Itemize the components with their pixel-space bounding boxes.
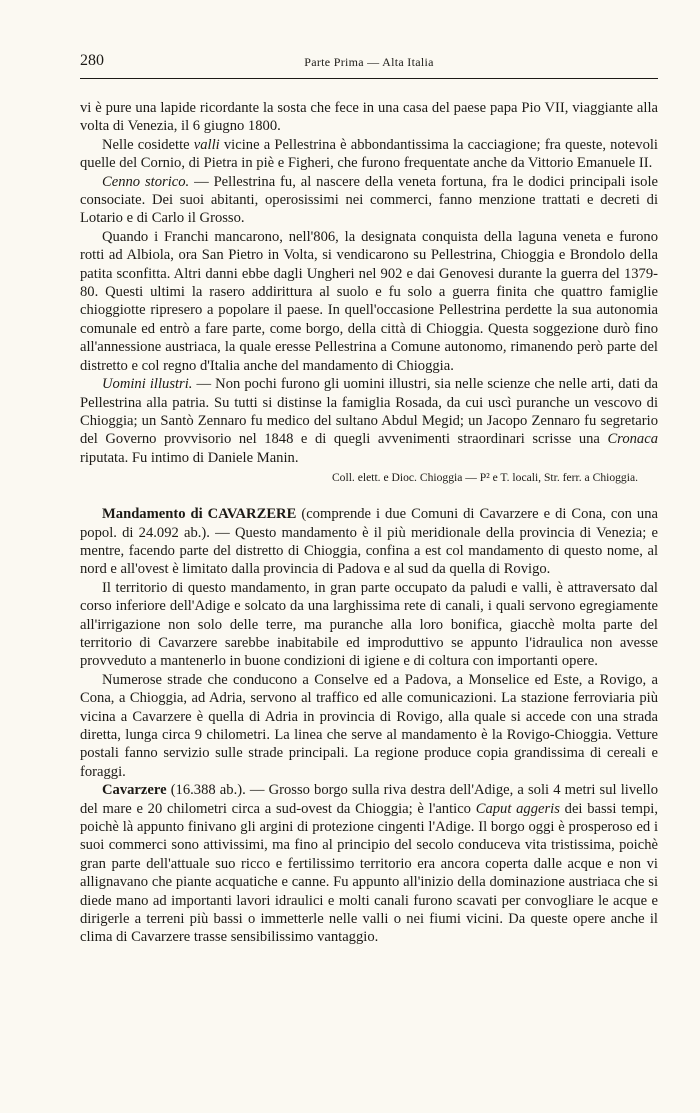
paragraph-strade: Numerose strade che conducono a Conselve ed a Padova, a Monselice ed Este, a Rovigo, a Cona, a Chioggia, ad Adria, servono al traffico ed alle comunicazioni. La stazione ferroviaria più vicina a Cavarzere è quella di Adria in provincia di Rovigo, alla quale si accede con una strada diretta, lunga circa 9 chilometri. La linea che serve al mandamento è la Rovigo-Chioggia. Vetture postali fanno servizio sulle strade principali. La regione produce copia grandissima di cereali e foraggi. bbox=[80, 671, 658, 780]
entry-heading-cavarzere: Cavarzere bbox=[102, 782, 167, 799]
running-head: Parte Prima — Alta Italia bbox=[304, 55, 434, 69]
cronaca-title: Cronaca bbox=[607, 431, 658, 448]
paragraph-mandamento-cavarzere: Mandamento di CAVARZERE (comprende i due Comuni di Cavarzere e di Cona, con una popol. di 24.092 ab.). — Questo mandamento è il più meridionale della provincia di Venezia; e mentre, facendo parte del distretto di Chioggia, confina a est col mandamento di questo nome, al nord e all'ovest è limitato dalla provincia di Padova e al sud da quella di Rovigo. bbox=[80, 506, 658, 578]
section-heading-uomini-illustri: Uomini illustri. bbox=[102, 376, 193, 393]
paragraph-cenno-storico: Cenno storico. — Pellestrina fu, al nascere della veneta fortuna, fra le dodici principali isole consociate. Dei suoi abitanti, operosissimi nei commerci, fanno menzione trattati e decreti di Lotario e di Carlo il Grosso. bbox=[80, 173, 658, 227]
page-header bbox=[80, 52, 658, 70]
page-body bbox=[80, 99, 658, 947]
administrative-note: Coll. elett. e Dioc. Chioggia — P² e T. locali, Str. ferr. a Chioggia. bbox=[331, 471, 638, 485]
section-heading-mandamento: Mandamento di CAVARZERE bbox=[102, 506, 297, 523]
section-gap bbox=[80, 487, 658, 505]
header-rule bbox=[80, 78, 658, 79]
paragraph-pio-vii: vi è pure una lapide ricordante la sosta che fece in una casa del paese papa Pio VII, viaggiante alla volta di Venezia, il 6 giugno 1800. bbox=[80, 100, 658, 135]
caput-aggeris-term: Caput aggeris bbox=[475, 800, 560, 817]
paragraph-valli: Nelle cosidette valli vicine a Pellestrina è abbondantissima la cacciagione; fra queste, notevoli quelle del Cornio, di Pietra in piè e Figheri, che furono frequentate anche da Vittorio Emanuele II. bbox=[80, 136, 658, 172]
paragraph-territorio: Il territorio di questo mandamento, in gran parte occupato da paludi e valli, è attraversato dal corso inferiore dell'Adige e solcato da una larghissima rete di canali, i quali servono egregiamente all'irrigazione non solo delle terre, ma puranche alla loro bonifica, giacchè molta parte del territorio di Cavarzere sarebbe inabitabile ed improduttivo se appunto l'idraulica non avesse provveduto a mantenerlo in buone condizioni di igiene e di coltura con importanti opere. bbox=[80, 579, 658, 670]
page-number: 280 bbox=[80, 52, 104, 69]
paragraph-uomini-illustri: Uomini illustri. — Non pochi furono gli uomini illustri, sia nelle scienze che nelle arti, dati da Pellestrina alla patria. Su tutti si distinse la famiglia Rosada, da cui uscì puranche un vescovo di Chioggia; un Santò Zennaro fu medico del sultano Abdul Megid; un Jacopo Zennaro fu segretario del Governo provvisorio nel 1848 e di quegli avvenimenti straordinari scrisse una Cronaca riputata. Fu intimo di Daniele Manin. bbox=[80, 376, 658, 466]
valli-term: valli bbox=[193, 136, 220, 153]
section-heading-cenno-storico: Cenno storico. bbox=[102, 173, 190, 190]
paragraph-cavarzere: Cavarzere (16.388 ab.). — Grosso borgo sulla riva destra dell'Adige, a soli 4 metri sul livello del mare e 20 chilometri circa a sud-ovest da Chioggia; è l'antico Caput aggeris dei bassi tempi, poichè là appunto finivano gli argini di protezione cingenti l'Adige. Il borgo oggi è prosperoso ed i suoi commerci sono attivissimi, ma fino al principio del secolo conduceva vita tristissima, poichè gran parte dell'attuale suo ricco e fertilissimo territorio era ancora coperta dalle acque e non vi allignavano che piante acquatiche e canne. Fu appunto all'inizio della dominazione austriaca che si diede mano ad importanti lavori idraulici e molti canali furono scavati per convogliare le acque e dirigerle a terreni più bassi o immetterle nelle valli o nei fiumi vicini. Da queste opere anche il clima di Cavarzere trasse sensibilissimo vantaggio. bbox=[80, 782, 659, 946]
paragraph-franchi: Quando i Franchi mancarono, nell'806, la designata conquista della laguna veneta e furono rotti ad Albiola, ora San Pietro in Volta, si vendicarono su Pellestrina, Chioggia e Brondolo della patita sconfitta. Altri danni ebbe dagli Ungheri nel 902 e dai Genovesi durante la guerra del 1379-80. Questi ultimi la rasero addirittura al suolo e fu solo a guerra finita che quattro famiglie chioggiotte ripresero a popolare il paese. In quell'occasione Pellestrina perdette la sua autonomia comunale ed entrò a fare parte, come borgo, della città di Chioggia. Questa soggezione durò fino all'annessione austriaca, la quale eresse Pellestrina a Comune autonomo, rimanendo però parte del distretto e col regno d'Italia anche del mandamento di Chioggia. bbox=[80, 228, 658, 374]
